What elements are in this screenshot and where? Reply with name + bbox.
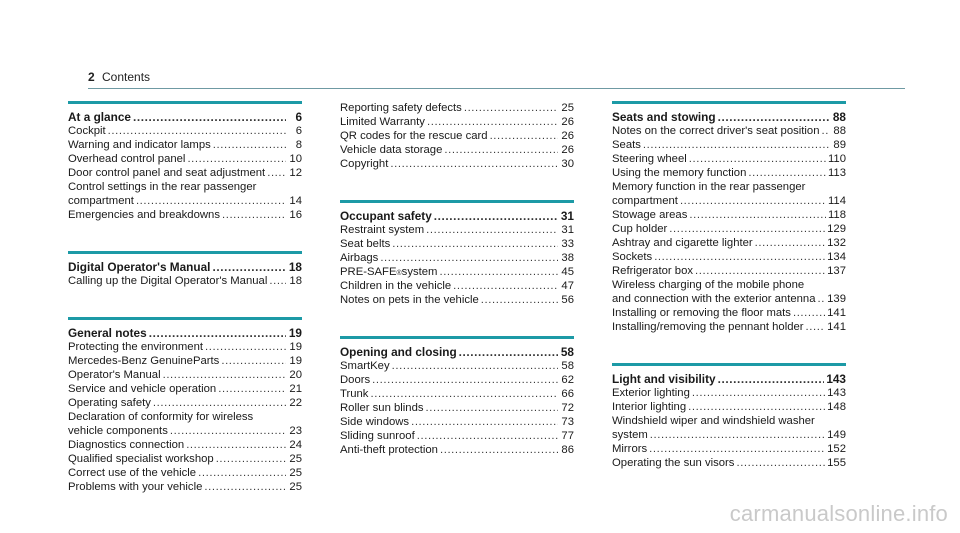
toc-entry[interactable] xyxy=(68,480,302,494)
toc-entry-line: Memory function in the rear passenger xyxy=(612,181,806,193)
entry-label: Service and vehicle operation xyxy=(68,383,217,395)
entry-page-number: 24 xyxy=(289,439,302,451)
dot-leader xyxy=(689,152,826,166)
dot-leader xyxy=(170,424,286,438)
toc-section xyxy=(68,317,302,494)
entry-label: Reporting safety defects xyxy=(340,102,462,114)
dot-leader xyxy=(650,428,825,442)
page-number: 2 xyxy=(88,70,95,84)
dot-leader xyxy=(689,208,826,222)
entry-label: QR codes for the rescue card xyxy=(340,130,488,142)
entry-page-number: 25 xyxy=(289,481,302,493)
entry-page-number: 26 xyxy=(561,116,574,128)
section-heading[interactable] xyxy=(612,372,846,386)
entry-page-number: 22 xyxy=(289,397,302,409)
entry-page-number: 139 xyxy=(827,293,846,305)
dot-leader xyxy=(212,260,286,274)
entry-label: Operating the sun visors xyxy=(612,457,735,469)
entry-page-number: 20 xyxy=(289,369,302,381)
toc-entry[interactable] xyxy=(612,400,846,414)
toc-section xyxy=(68,101,302,222)
section-divider xyxy=(340,336,574,339)
toc-entry[interactable] xyxy=(340,251,574,265)
toc-entry[interactable] xyxy=(340,237,574,251)
dot-leader xyxy=(817,292,825,306)
entry-label: Notes on pets in the vehicle xyxy=(340,294,479,306)
dot-leader xyxy=(434,209,558,223)
toc-entry[interactable] xyxy=(340,359,574,373)
entry-page-number: 56 xyxy=(561,294,574,306)
entry-label: Refrigerator box xyxy=(612,265,693,277)
dot-leader xyxy=(680,194,826,208)
entry-page-number: 152 xyxy=(827,443,846,455)
entry-page-number: 129 xyxy=(827,223,846,235)
entry-page-number: 89 xyxy=(833,139,846,151)
section-heading[interactable] xyxy=(340,209,574,223)
entry-page-number: 18 xyxy=(289,275,302,287)
entry-label: Diagnostics connection xyxy=(68,439,185,451)
watermark-footer: carmanualsonline.info xyxy=(729,501,948,526)
dot-leader xyxy=(198,466,286,480)
entry-page-number: 45 xyxy=(561,266,574,278)
toc-entry[interactable] xyxy=(340,279,574,293)
entry-page-number: 26 xyxy=(561,130,574,142)
section-page-number: 31 xyxy=(560,209,574,223)
toc-entry[interactable] xyxy=(340,223,574,237)
toc-entry[interactable] xyxy=(612,208,846,222)
entry-label: Copyright xyxy=(340,158,389,170)
entry-label: Airbags xyxy=(340,252,379,264)
toc-entry[interactable] xyxy=(68,466,302,480)
page-header xyxy=(88,70,151,86)
entry-page-number: 21 xyxy=(289,383,302,395)
toc-entry[interactable] xyxy=(612,152,846,166)
entry-page-number: 25 xyxy=(561,102,574,114)
toc-entry-line: Windshield wiper and windshield washer xyxy=(612,415,815,427)
toc-entry-line: Declaration of conformity for wireless xyxy=(68,411,254,423)
section-divider xyxy=(340,200,574,203)
dot-leader xyxy=(755,236,825,250)
entry-label: Trunk xyxy=(340,388,369,400)
entry-label: SmartKey xyxy=(340,360,390,372)
toc-entry[interactable] xyxy=(68,340,302,354)
entry-page-number: 72 xyxy=(561,402,574,414)
section-divider xyxy=(68,317,302,320)
dot-leader xyxy=(370,387,558,401)
section-page-number: 88 xyxy=(832,110,846,124)
section-title: Occupant safety xyxy=(340,209,432,223)
toc-entry[interactable] xyxy=(612,166,846,180)
toc-entry[interactable] xyxy=(340,143,574,157)
entry-page-number: 23 xyxy=(289,425,302,437)
entry-page-number: 110 xyxy=(827,153,846,165)
section-heading[interactable] xyxy=(612,110,846,124)
dot-leader xyxy=(149,326,286,340)
toc-section xyxy=(340,336,574,457)
entry-label: and connection with the exterior antenna xyxy=(612,293,816,305)
dot-leader xyxy=(490,129,558,143)
dot-leader xyxy=(481,293,558,307)
entry-page-number: 10 xyxy=(289,153,302,165)
entry-label: Steering wheel xyxy=(612,153,687,165)
toc-entry[interactable]: PRE-SAFE ® system ..... 45 xyxy=(340,265,574,279)
dot-leader xyxy=(654,250,825,264)
toc-entry[interactable] xyxy=(68,354,302,368)
dot-leader xyxy=(806,320,826,334)
section-title: Digital Operator's Manual xyxy=(68,260,211,274)
dot-leader xyxy=(108,124,286,138)
dot-leader xyxy=(218,382,286,396)
entry-page-number: 6 xyxy=(295,125,302,137)
entry-page-number: 31 xyxy=(561,224,574,236)
section-page-number: 19 xyxy=(288,326,302,340)
dot-leader xyxy=(821,124,830,138)
dot-leader xyxy=(748,166,826,180)
entry-label: Sockets xyxy=(612,251,653,263)
toc-entry[interactable] xyxy=(340,401,574,415)
entry-page-number: 30 xyxy=(561,158,574,170)
toc-entry[interactable] xyxy=(612,138,846,152)
entry-label: system xyxy=(612,429,648,441)
entry-page-number: 143 xyxy=(827,387,846,399)
entry-page-number: 141 xyxy=(827,321,846,333)
entry-page-number: 114 xyxy=(827,195,846,207)
toc-entry[interactable] xyxy=(68,124,302,138)
section-divider xyxy=(68,101,302,104)
dot-leader xyxy=(216,452,286,466)
entry-page-number: 66 xyxy=(561,388,574,400)
entry-page-number: 118 xyxy=(827,209,846,221)
entry-label: Exterior lighting xyxy=(612,387,690,399)
toc-entry[interactable] xyxy=(68,138,302,152)
entry-label-suffix: system xyxy=(401,266,438,278)
toc-entry[interactable] xyxy=(340,443,574,457)
entry-page-number: 47 xyxy=(561,280,574,292)
entry-label: Children in the vehicle xyxy=(340,280,452,292)
section-page-number: 58 xyxy=(560,345,574,359)
dot-leader xyxy=(186,438,286,452)
toc-section xyxy=(340,200,574,307)
dot-leader xyxy=(205,340,286,354)
entry-page-number: 86 xyxy=(561,444,574,456)
toc-entry[interactable] xyxy=(612,428,846,442)
dot-leader xyxy=(464,101,558,115)
toc-section xyxy=(68,251,302,288)
toc-entry[interactable] xyxy=(612,222,846,236)
section-title: Seats and stowing xyxy=(612,110,716,124)
entry-page-number: 137 xyxy=(827,265,846,277)
section-divider xyxy=(612,363,846,366)
dot-leader xyxy=(221,354,286,368)
entry-label: Doors xyxy=(340,374,371,386)
dot-leader xyxy=(417,429,558,443)
header-divider xyxy=(88,88,905,89)
entry-label: Notes on the correct driver's seat position xyxy=(612,125,820,137)
section-heading[interactable] xyxy=(68,110,302,124)
toc-entry[interactable] xyxy=(612,386,846,400)
entry-label: Ashtray and cigarette lighter xyxy=(612,237,753,249)
toc-entry[interactable] xyxy=(68,368,302,382)
entry-label: PRE-SAFE xyxy=(340,266,397,278)
toc-entry[interactable] xyxy=(68,396,302,410)
section-divider xyxy=(68,251,302,254)
dot-leader xyxy=(440,443,558,457)
entry-page-number: 113 xyxy=(827,167,846,179)
toc-entry[interactable] xyxy=(68,452,302,466)
section-title: Light and visibility xyxy=(612,372,716,386)
dot-leader xyxy=(372,373,558,387)
toc-entry[interactable] xyxy=(612,264,846,278)
toc-section xyxy=(612,363,846,470)
entry-label: Using the memory function xyxy=(612,167,747,179)
toc-entry[interactable] xyxy=(68,274,302,288)
dot-leader xyxy=(392,237,558,251)
dot-leader xyxy=(718,372,825,386)
toc-entry[interactable] xyxy=(612,456,846,470)
entry-label: Emergencies and breakdowns xyxy=(68,209,220,221)
toc-entry[interactable] xyxy=(68,208,302,222)
section-page-number: 18 xyxy=(288,260,302,274)
toc-entry[interactable] xyxy=(68,438,302,452)
dot-leader xyxy=(267,166,286,180)
entry-page-number: 132 xyxy=(827,237,846,249)
toc-entry[interactable] xyxy=(612,292,846,306)
toc-section xyxy=(340,101,574,171)
dot-leader xyxy=(459,345,558,359)
toc-entry[interactable] xyxy=(340,373,574,387)
entry-label: Roller sun blinds xyxy=(340,402,424,414)
entry-label: compartment xyxy=(68,195,134,207)
dot-leader xyxy=(692,386,825,400)
toc-entry[interactable] xyxy=(340,429,574,443)
dot-leader xyxy=(390,157,558,171)
entry-page-number: 8 xyxy=(295,139,302,151)
dot-leader xyxy=(153,396,286,410)
dot-leader xyxy=(269,274,286,288)
dot-leader xyxy=(187,152,286,166)
toc-entry[interactable] xyxy=(612,194,846,208)
entry-page-number: 62 xyxy=(561,374,574,386)
entry-page-number: 16 xyxy=(289,209,302,221)
entry-page-number: 26 xyxy=(561,144,574,156)
dot-leader xyxy=(736,456,825,470)
toc-entry[interactable] xyxy=(68,382,302,396)
toc-entry[interactable] xyxy=(340,115,574,129)
toc-entry[interactable] xyxy=(612,442,846,456)
toc-entry[interactable] xyxy=(612,306,846,320)
entry-label: Calling up the Digital Operator's Manual xyxy=(68,275,268,287)
entry-page-number: 134 xyxy=(827,251,846,263)
dot-leader xyxy=(411,415,558,429)
entry-label: Warning and indicator lamps xyxy=(68,139,211,151)
entry-page-number: 149 xyxy=(827,429,846,441)
section-heading[interactable] xyxy=(340,345,574,359)
entry-label: Cockpit xyxy=(68,125,106,137)
toc-column-2 xyxy=(340,101,574,457)
dot-leader xyxy=(718,110,830,124)
entry-label: Stowage areas xyxy=(612,209,688,221)
dot-leader xyxy=(380,251,558,265)
entry-page-number: 38 xyxy=(561,252,574,264)
toc-entry[interactable] xyxy=(68,194,302,208)
entry-label: Protecting the environment xyxy=(68,341,204,353)
toc-entry[interactable] xyxy=(340,415,574,429)
dot-leader xyxy=(453,279,558,293)
entry-page-number: 141 xyxy=(827,307,846,319)
dot-leader xyxy=(643,138,830,152)
entry-label: Door control panel and seat adjustment xyxy=(68,167,266,179)
dot-leader xyxy=(204,480,286,494)
entry-page-number: 25 xyxy=(289,453,302,465)
dot-leader xyxy=(213,138,286,152)
entry-label: Sliding sunroof xyxy=(340,430,415,442)
dot-leader xyxy=(426,401,558,415)
toc-entry[interactable] xyxy=(612,320,846,334)
dot-leader xyxy=(439,265,558,279)
entry-label: Operating safety xyxy=(68,397,151,409)
entry-page-number: 148 xyxy=(827,401,846,413)
toc-column-3 xyxy=(612,101,846,470)
dot-leader xyxy=(444,143,558,157)
toc-entry[interactable] xyxy=(612,250,846,264)
entry-page-number: 73 xyxy=(561,416,574,428)
entry-page-number: 77 xyxy=(561,430,574,442)
dot-leader xyxy=(392,359,558,373)
entry-label: Restraint system xyxy=(340,224,425,236)
dot-leader xyxy=(133,110,286,124)
dot-leader xyxy=(163,368,286,382)
dot-leader xyxy=(426,223,558,237)
section-heading[interactable] xyxy=(68,326,302,340)
entry-label: Mirrors xyxy=(612,443,648,455)
toc-entry[interactable] xyxy=(612,236,846,250)
section-page-number: 143 xyxy=(826,372,846,386)
toc-entry[interactable] xyxy=(68,166,302,180)
dot-leader xyxy=(695,264,825,278)
entry-label: Overhead control panel xyxy=(68,153,186,165)
entry-label: Correct use of the vehicle xyxy=(68,467,197,479)
section-title: General notes xyxy=(68,326,147,340)
entry-label: Installing/removing the pennant holder xyxy=(612,321,804,333)
entry-label: Anti-theft protection xyxy=(340,444,438,456)
entry-page-number: 58 xyxy=(561,360,574,372)
entry-label: Vehicle data storage xyxy=(340,144,443,156)
entry-label: Problems with your vehicle xyxy=(68,481,203,493)
entry-label: compartment xyxy=(612,195,678,207)
dot-leader xyxy=(688,400,825,414)
dot-leader xyxy=(222,208,286,222)
dot-leader xyxy=(427,115,558,129)
dot-leader xyxy=(136,194,286,208)
toc-entry[interactable] xyxy=(68,152,302,166)
entry-label: Interior lighting xyxy=(612,401,687,413)
entry-label: Mercedes-Benz GenuineParts xyxy=(68,355,220,367)
entry-label: Side windows xyxy=(340,416,410,428)
entry-page-number: 33 xyxy=(561,238,574,250)
entry-page-number: 88 xyxy=(833,125,846,137)
entry-page-number: 19 xyxy=(289,341,302,353)
section-heading[interactable] xyxy=(68,260,302,274)
toc-entry-line: Wireless charging of the mobile phone xyxy=(612,279,805,291)
toc-entry-line: Control settings in the rear passenger xyxy=(68,181,257,193)
entry-label: Limited Warranty xyxy=(340,116,425,128)
entry-label: Seats xyxy=(612,139,641,151)
dot-leader xyxy=(793,306,825,320)
toc-entry[interactable] xyxy=(340,101,574,115)
entry-page-number: 14 xyxy=(289,195,302,207)
entry-label: Cup holder xyxy=(612,223,668,235)
section-title: Opening and closing xyxy=(340,345,457,359)
entry-label: Qualified specialist workshop xyxy=(68,453,214,465)
dot-leader xyxy=(669,222,825,236)
section-page-number: 6 xyxy=(295,110,302,124)
entry-label: Installing or removing the floor mats xyxy=(612,307,791,319)
section-divider xyxy=(612,101,846,104)
toc-section xyxy=(612,101,846,334)
page-title: Contents xyxy=(102,70,151,84)
toc-entry[interactable] xyxy=(340,129,574,143)
entry-page-number: 19 xyxy=(289,355,302,367)
entry-page-number: 25 xyxy=(289,467,302,479)
toc-entry[interactable] xyxy=(340,157,574,171)
entry-page-number: 12 xyxy=(289,167,302,179)
toc-column-1 xyxy=(68,101,302,494)
entry-label: vehicle components xyxy=(68,425,168,437)
section-title: At a glance xyxy=(68,110,131,124)
entry-page-number: 155 xyxy=(827,457,846,469)
toc-entry[interactable] xyxy=(68,424,302,438)
dot-leader xyxy=(649,442,825,456)
entry-label: Operator's Manual xyxy=(68,369,161,381)
entry-label: Seat belts xyxy=(340,238,391,250)
toc-entry[interactable] xyxy=(340,293,574,307)
toc-entry[interactable] xyxy=(340,387,574,401)
toc-entry[interactable] xyxy=(612,124,846,138)
